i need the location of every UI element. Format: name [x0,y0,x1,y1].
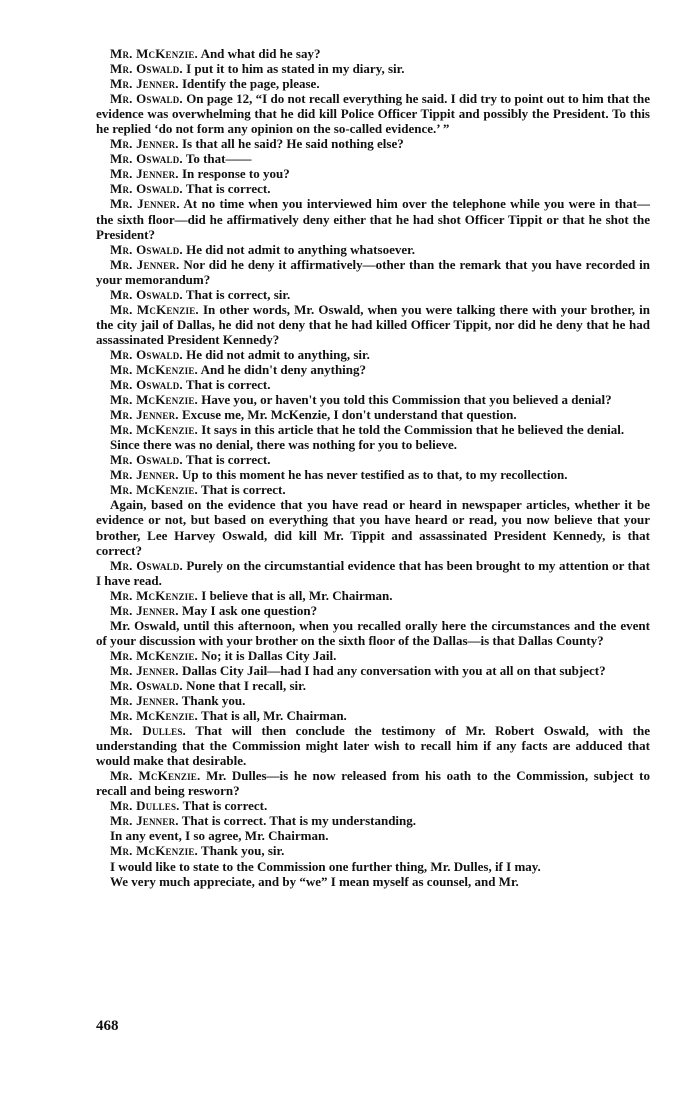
speech-text: That is correct, sir. [185,286,291,302]
speech-text: Identify the page, please. [181,76,320,92]
speech-text: That will then conclude the testimony of Mr. Robert Oswald, with the understanding that the Commission might later wish to recall him if any facts are adduced that would make that desirable. [96,723,651,769]
transcript-paragraph [96,362,650,377]
speech-text: That is correct. [185,181,271,197]
speech-text: In response to you? [181,166,290,182]
speech-text: Mr. Oswald, until this afternoon, when you recalled orally here the circumstances and the event of your discussion with your brother on the sixth floor of the Dallas—is that Dallas County? [96,617,650,648]
speaker-name: Mr. Jenner. [110,662,179,678]
speech-text: That is correct. [185,377,271,393]
transcript-paragraph [96,723,650,768]
speaker-name: Mr. Oswald. [110,346,183,362]
transcript-paragraph [96,603,650,618]
transcript-paragraph [96,768,650,798]
speaker-name: Mr. Oswald. [110,557,183,573]
speaker-name: Mr. McKenzie. [110,647,199,663]
speaker-name: Mr. Jenner. [110,602,179,618]
speaker-name: Mr. Oswald. [110,91,183,107]
speech-text: I put it to him as stated in my diary, sir. [186,61,405,77]
transcript-body [96,46,650,889]
speech-text: Since there was no denial, there was nothing for you to believe. [110,437,458,453]
speech-text: To that—— [185,151,252,167]
transcript-paragraph [96,196,650,241]
speaker-name: Mr. Jenner. [110,813,179,829]
transcript-paragraph [96,798,650,813]
transcript-paragraph [96,482,650,497]
transcript-paragraph [96,392,650,407]
speech-text: And what did he say? [200,46,321,61]
speaker-name: Mr. Jenner. [110,76,179,92]
transcript-paragraph [96,151,650,166]
transcript-paragraph [96,91,650,136]
speaker-name: Mr. McKenzie. [110,46,199,61]
transcript-paragraph [96,46,650,61]
speaker-name: Mr. Oswald. [110,452,183,468]
speaker-name: Mr. Jenner. [110,256,180,272]
speech-text: I believe that is all, Mr. Chairman. [201,587,393,603]
speech-text: That is all, Mr. Chairman. [201,708,347,724]
speech-text: That is correct. [201,482,286,498]
speech-text: No; it is Dallas City Jail. [201,647,337,663]
speech-text: That is correct. [185,452,271,468]
transcript-paragraph [96,588,650,603]
transcript-paragraph [96,558,650,588]
transcript-paragraph [96,166,650,181]
transcript-paragraph [96,61,650,76]
transcript-paragraph [96,242,650,257]
speaker-name: Mr. Oswald. [110,286,183,302]
page-number: 468 [96,1018,119,1034]
speech-text: Excuse me, Mr. McKenzie, I don't understand that question. [181,407,517,423]
transcript-paragraph [96,437,650,452]
speech-text: That is correct. [182,798,268,814]
speaker-name: Mr. Oswald. [110,151,183,167]
speaker-name: Mr. Oswald. [110,377,183,393]
speech-text: Mr. Dulles—is he now released from his oath to the Commission, subject to recall and being resworn? [96,768,651,799]
speech-text: I would like to state to the Commission one further thing, Mr. Dulles, if I may. [110,858,541,874]
speaker-name: Mr. Jenner. [110,136,179,152]
speech-text: Thank you, sir. [201,843,285,859]
speaker-name: Mr. McKenzie. [110,587,199,603]
speech-text: In other words, Mr. Oswald, when you were talking there with your brother, in the city jail of Dallas, he did not deny that he had killed Officer Tippit, nor did he deny that he had assassinated President Kennedy? [96,301,650,347]
transcript-paragraph [96,859,650,874]
transcript-paragraph [96,257,650,287]
speech-text: Thank you. [181,693,246,709]
speaker-name: Mr. McKenzie. [110,422,199,438]
transcript-paragraph [96,693,650,708]
speech-text: At no time when you interviewed him over the telephone while you were in that—the sixth floor—did he affirmatively deny either that he had shot Officer Tippit or that he shot the President? [96,196,650,242]
speaker-name: Mr. McKenzie. [110,482,199,498]
speech-text: Is that all he said? He said nothing else? [181,136,404,152]
speech-text: We very much appreciate, and by “we” I mean myself as counsel, and Mr. [110,873,519,889]
transcript-paragraph [96,452,650,467]
transcript-paragraph [96,813,650,828]
transcript-paragraph [96,181,650,196]
speaker-name: Mr. McKenzie. [110,392,199,408]
transcript-paragraph [96,76,650,91]
speech-text: That is correct. That is my understanding. [181,813,417,829]
transcript-paragraph [96,648,650,663]
speech-text: Up to this moment he has never testified as to that, to my recollection. [181,467,568,483]
speech-text: On page 12, “I do not recall everything he said. I did try to point out to him that the evidence was overwhelming that he did kill Police Officer Tippit and possibly the President. To this he replied ‘do not form any opinion on the so-called evidence.’ ” [96,91,651,137]
transcript-paragraph [96,287,650,302]
transcript-paragraph [96,347,650,362]
speaker-name: Mr. Oswald. [110,677,183,693]
speech-text: Again, based on the evidence that you have read or heard in newspaper articles, whether it be evidence or not, but based on everything that you have heard or read, you now believe that your brother, Lee Harvey Oswald, did kill Mr. Tippit and assassinated President Kennedy, is that correct? [96,497,650,558]
speaker-name: Mr. Dulles. [110,798,180,814]
speaker-name: Mr. Jenner. [110,196,180,212]
speaker-name: Mr. McKenzie. [110,708,199,724]
speech-text: And he didn't deny anything? [200,361,367,377]
transcript-paragraph [96,302,650,347]
speaker-name: Mr. Jenner. [110,467,179,483]
speech-text: None that I recall, sir. [186,677,306,693]
speech-text: In any event, I so agree, Mr. Chairman. [110,828,329,844]
transcript-paragraph [96,422,650,437]
speech-text: Have you, or haven't you told this Commission that you believed a denial? [201,392,612,408]
speaker-name: Mr. Jenner. [110,407,179,423]
speaker-name: Mr. Dulles. [110,723,186,739]
transcript-paragraph [96,708,650,723]
speaker-name: Mr. Oswald. [110,61,183,77]
transcript-paragraph [96,618,650,648]
speaker-name: Mr. Jenner. [110,166,179,182]
transcript-paragraph [96,136,650,151]
speech-text: Purely on the circumstantial evidence that has been brought to my attention or that I have read. [96,557,651,588]
transcript-paragraph [96,663,650,678]
transcript-paragraph [96,407,650,422]
speaker-name: Mr. Jenner. [110,693,179,709]
speaker-name: Mr. Oswald. [110,181,183,197]
speech-text: May I ask one question? [181,602,318,618]
speaker-name: Mr. McKenzie. [110,843,199,859]
speech-text: He did not admit to anything, sir. [186,346,370,362]
transcript-paragraph [96,497,650,557]
speech-text: Nor did he deny it affirmatively—other than the remark that you have recorded in your memorandum? [96,256,650,287]
transcript-paragraph [96,843,650,858]
transcript-paragraph [96,874,650,889]
speaker-name: Mr. McKenzie. [110,361,199,377]
speech-text: It says in this article that he told the Commission that he believed the denial. [201,422,625,438]
transcript-paragraph [96,828,650,843]
speaker-name: Mr. McKenzie. [110,768,201,784]
speech-text: Dallas City Jail—had I had any conversation with you at all on that subject? [181,662,606,678]
speaker-name: Mr. McKenzie. [110,301,199,317]
transcript-paragraph [96,377,650,392]
transcript-paragraph [96,467,650,482]
speaker-name: Mr. Oswald. [110,241,183,257]
speech-text: He did not admit to anything whatsoever. [186,241,415,257]
transcript-paragraph [96,678,650,693]
